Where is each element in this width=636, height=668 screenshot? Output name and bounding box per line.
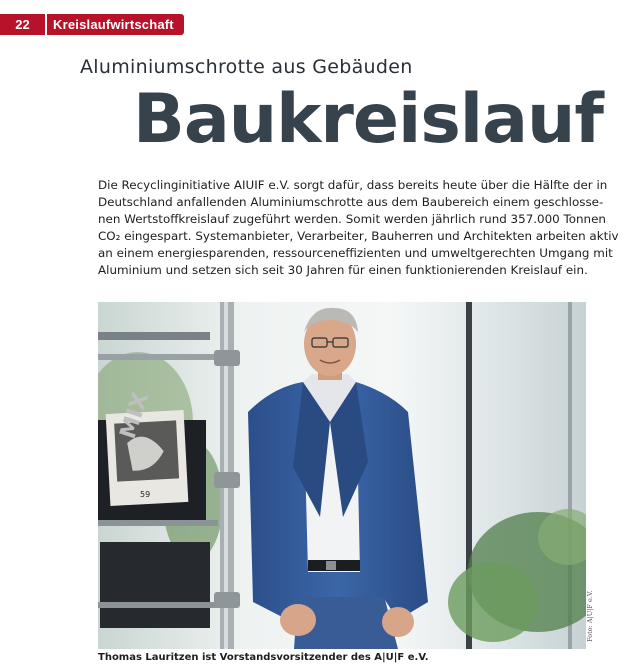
page-number: 22 xyxy=(0,14,45,35)
photo-caption: Thomas Lauritzen ist Vorstandsvorsitzender des A|U|F e.V. xyxy=(98,652,429,663)
portrait-photo xyxy=(98,302,586,649)
portrait-illustration xyxy=(98,302,586,649)
article-subtitle: Aluminiumschrotte aus Gebäuden xyxy=(80,56,413,78)
lead-line: CO₂ eingespart. Systemanbieter, Verarbeiter, Bauherren und Architekten arbeiten aktiv xyxy=(98,229,619,244)
lead-line: Aluminium und setzen sich seit 30 Jahren für einen funktionierenden Kreislauf ein. xyxy=(98,263,588,278)
lead-paragraph xyxy=(98,177,619,280)
section-label: Kreislaufwirtschaft xyxy=(47,14,184,35)
page-header xyxy=(0,14,184,35)
magazine-number: 59 xyxy=(140,490,151,499)
lead-line: Deutschland anfallenden Aluminiumschrotte aus dem Baubereich einem geschlosse- xyxy=(98,195,604,210)
magazine-cover-text: MIX xyxy=(115,389,154,443)
lead-line: an einem energiesparenden, ressourceneffizienten und umweltgerechten Umgang mit xyxy=(98,246,613,261)
lead-line: Die Recyclinginitiative AIUIF e.V. sorgt dafür, dass bereits heute über die Hälfte der in xyxy=(98,178,608,192)
article-headline: Baukreislauf xyxy=(133,80,603,159)
photo-credit: Foto: A|U|F e.V. xyxy=(586,590,594,642)
lead-line: nen Wertstoffkreislauf zugeführt werden. Somit werden jährlich rund 357.000 Tonnen xyxy=(98,212,606,227)
